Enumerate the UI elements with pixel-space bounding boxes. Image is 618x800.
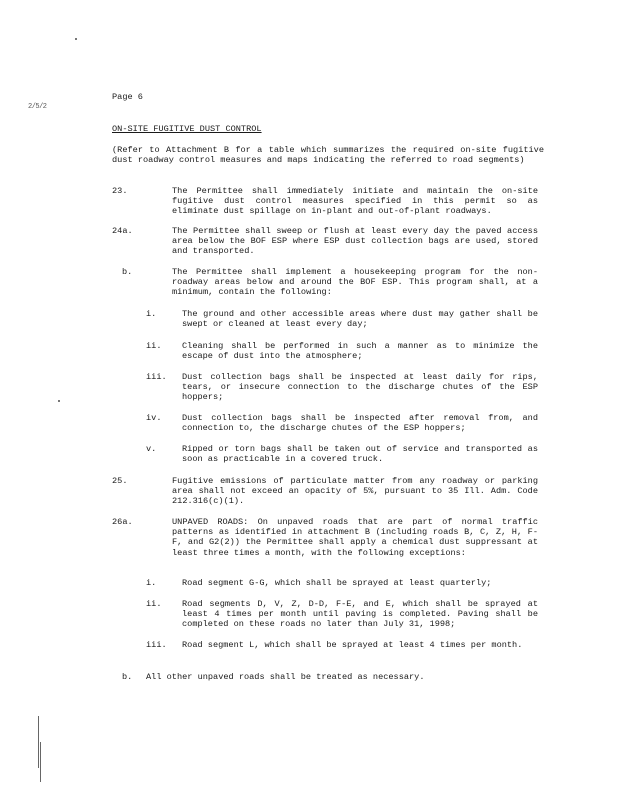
subitem-number: iv. [146,413,162,423]
item-number: 24a. [112,226,133,236]
item-number: 26a. [112,517,133,527]
intro-paragraph: (Refer to Attachment B for a table which summarizes the required on-site fugitive dust roadway control measures and maps indicating the referred to road segments) [112,145,544,166]
subitem-text: Cleaning shall be performed in such a manner as to minimize the escape of dust into the atmosphere; [182,341,538,362]
page-stamp: 2/5/2 [28,103,47,111]
subitem-number: iii. [146,372,167,382]
item-text: The Permittee shall immediately initiate and maintain the on-site fugitive dust control measures specified in this permit so as eliminate dust spillage on in-plant and out-of-plant roadways. [172,186,538,217]
scan-edge-mark [40,742,41,782]
item-text: The Permittee shall implement a housekeeping program for the non-roadway areas below and around the BOF ESP. This program shall, at a minimum, contain the following: [172,267,538,298]
item-number: 25. [112,476,128,486]
subitem-number: i. [146,578,157,588]
item-text: All other unpaved roads shall be treated as necessary. [146,672,425,682]
subitem-number: ii. [146,341,162,351]
page-number: Page 6 [112,92,143,102]
subitem-text: The ground and other accessible areas where dust may gather shall be swept or cleaned at least every day; [182,309,538,330]
item-text: The Permittee shall sweep or flush at least every day the paved access area below the BOF ESP where ESP dust collection bags are used, stored and transported. [172,226,538,257]
subitem-text: Dust collection bags shall be inspected after removal from, and connection to, the discharge chutes of the ESP hoppers; [182,413,538,434]
item-number: b. [122,267,133,277]
subitem-text: Road segment G-G, which shall be sprayed at least quarterly; [182,578,492,588]
subitem-number: ii. [146,599,162,609]
item-number: b. [122,672,133,682]
subitem-number: iii. [146,640,167,650]
section-title: ON-SITE FUGITIVE DUST CONTROL [112,124,262,134]
subitem-number: i. [146,309,157,319]
item-text: UNPAVED ROADS: On unpaved roads that are part of normal traffic patterns as identified in attachment B (including roads B, C, Z, H, F-F, and G2(2)) the Permittee shall apply a chemical dust suppressant at least three times a month, with the following exceptions: [172,517,538,558]
subitem-text: Road segment L, which shall be sprayed at least 4 times per month. [182,640,523,650]
subitem-text: Ripped or torn bags shall be taken out of service and transported as soon as practicable in a covered truck. [182,444,538,465]
item-text: Fugitive emissions of particulate matter from any roadway or parking area shall not exceed an opacity of 5%, pursuant to 35 Ill. Adm. Code 212.316(c)(1). [172,476,538,507]
scan-speck [58,400,60,402]
subitem-number: v. [146,444,157,454]
subitem-text: Road segments D, V, Z, D-D, F-E, and E, which shall be sprayed at least 4 times per month until paving is completed. Paving shall be completed on these roads no later than July 31, 1998; [182,599,538,630]
subitem-text: Dust collection bags shall be inspected at least daily for rips, tears, or insecure connection to the discharge chutes of the ESP hoppers; [182,372,538,403]
scan-edge-mark [38,716,39,768]
item-number: 23. [112,186,128,196]
scan-speck [75,38,77,40]
